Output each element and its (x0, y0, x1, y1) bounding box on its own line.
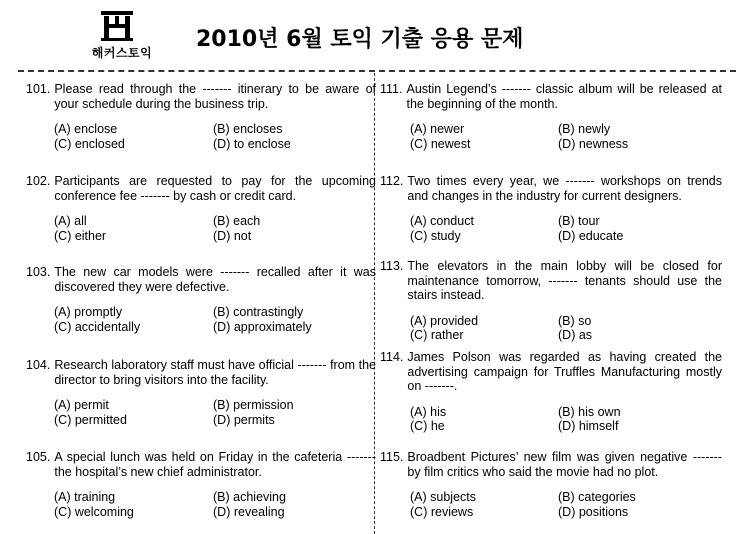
question-number: 104. (26, 358, 51, 372)
choice-b: (B) his own (558, 404, 621, 419)
answer-choices (410, 122, 722, 151)
question-stem: James Polson was regarded as having created the advertising campaign for Truffles Manufacturing mostly on -------. (407, 350, 722, 393)
choice-c: (C) enclosed (54, 136, 125, 151)
page-header (0, 0, 740, 66)
answer-choices (54, 122, 376, 151)
choice-a: (A) promptly (54, 305, 123, 319)
answer-choices (54, 490, 376, 519)
question-number: 103. (26, 265, 51, 279)
question-111 (380, 82, 722, 151)
question-114 (380, 350, 722, 434)
choice-d: (D) approximately (213, 319, 312, 334)
question-102 (26, 174, 376, 243)
choice-d: (D) to enclose (213, 136, 291, 151)
choice-c: (C) permitted (54, 412, 127, 427)
page-title: 2010년 6월 토익 기출 응용 문제 (196, 27, 524, 52)
choice-d: (D) not (213, 228, 252, 243)
answer-choices (54, 305, 376, 334)
question-number: 115. (380, 450, 404, 464)
question-113 (380, 259, 722, 343)
choice-b: (B) achieving (213, 490, 286, 504)
question-number: 114. (380, 350, 404, 364)
question-101 (26, 82, 376, 151)
pillar-logo-icon (100, 10, 134, 42)
choice-d: (D) positions (558, 504, 629, 519)
choice-b: (B) permission (213, 398, 294, 412)
question-number: 101. (26, 82, 51, 96)
question-stem: The new car models were ------- recalled after it was discovered they were defective. (54, 265, 376, 294)
choice-b: (B) each (213, 214, 261, 228)
choice-d: (D) newness (558, 136, 629, 151)
question-stem: Participants are requested to pay for the upcoming conference fee ------- by cash or credit card. (54, 174, 376, 203)
choice-d: (D) himself (558, 419, 619, 433)
choice-c: (C) study (410, 228, 461, 243)
answer-choices (54, 214, 376, 243)
choice-a: (A) all (54, 214, 87, 228)
choice-c: (C) he (410, 419, 445, 433)
hackers-toeic-logo (82, 10, 162, 62)
choice-c: (C) accidentally (54, 319, 141, 334)
question-number: 102. (26, 174, 51, 188)
answer-choices (410, 314, 722, 343)
choice-a: (A) his (410, 404, 447, 419)
choice-b: (B) newly (558, 122, 611, 136)
question-stem: Broadbent Pictures’ new film was given negative ------- by film critics who said the movie had no plot. (407, 450, 722, 479)
choice-a: (A) provided (410, 313, 479, 328)
question-number: 111. (380, 82, 403, 96)
question-103 (26, 265, 376, 334)
question-105 (26, 450, 376, 519)
logo-text: 해커스토익 (91, 46, 153, 60)
choice-b: (B) contrastingly (213, 305, 304, 319)
answer-choices (410, 405, 722, 434)
choice-a: (A) subjects (410, 490, 476, 504)
choice-b: (B) so (558, 313, 592, 328)
question-number: 112. (380, 174, 404, 188)
question-112 (380, 174, 722, 243)
choice-d: (D) permits (213, 412, 275, 427)
choice-d: (D) revealing (213, 504, 285, 519)
question-number: 113. (380, 259, 404, 273)
question-stem: Research laboratory staff must have official ------- from the director to bring visitors into the facility. (54, 358, 376, 387)
answer-choices (410, 214, 722, 243)
choice-a: (A) enclose (54, 122, 118, 136)
choice-c: (C) reviews (410, 504, 474, 519)
choice-c: (C) either (54, 228, 107, 243)
choice-a: (A) newer (410, 122, 465, 136)
question-stem: Two times every year, we ------- workshops on trends and changes in the industry for current designers. (407, 174, 722, 203)
choice-c: (C) rather (410, 328, 464, 342)
answer-choices (54, 398, 376, 427)
choice-a: (A) conduct (410, 214, 474, 228)
question-115 (380, 450, 722, 519)
question-stem: The elevators in the main lobby will be closed for maintenance tomorrow, ------- tenants should use the stairs instead. (407, 259, 722, 302)
choice-c: (C) newest (410, 136, 471, 151)
choice-b: (B) tour (558, 214, 600, 228)
header-divider (18, 70, 736, 72)
choice-d: (D) educate (558, 228, 624, 243)
question-number: 105. (26, 450, 51, 464)
choice-c: (C) welcoming (54, 504, 134, 519)
answer-choices (410, 490, 722, 519)
choice-d: (D) as (558, 328, 593, 342)
question-stem: Please read through the ------- itinerary to be aware of your schedule during the business trip. (54, 82, 376, 111)
choice-a: (A) training (54, 490, 116, 504)
question-104 (26, 358, 376, 427)
question-stem: A special lunch was held on Friday in the cafeteria ------- the hospital’s new chief administrator. (54, 450, 376, 479)
choice-b: (B) encloses (213, 122, 283, 136)
question-stem: Austin Legend’s ------- classic album will be released at the beginning of the month. (406, 82, 722, 111)
choice-b: (B) categories (558, 490, 636, 504)
choice-a: (A) permit (54, 398, 109, 412)
